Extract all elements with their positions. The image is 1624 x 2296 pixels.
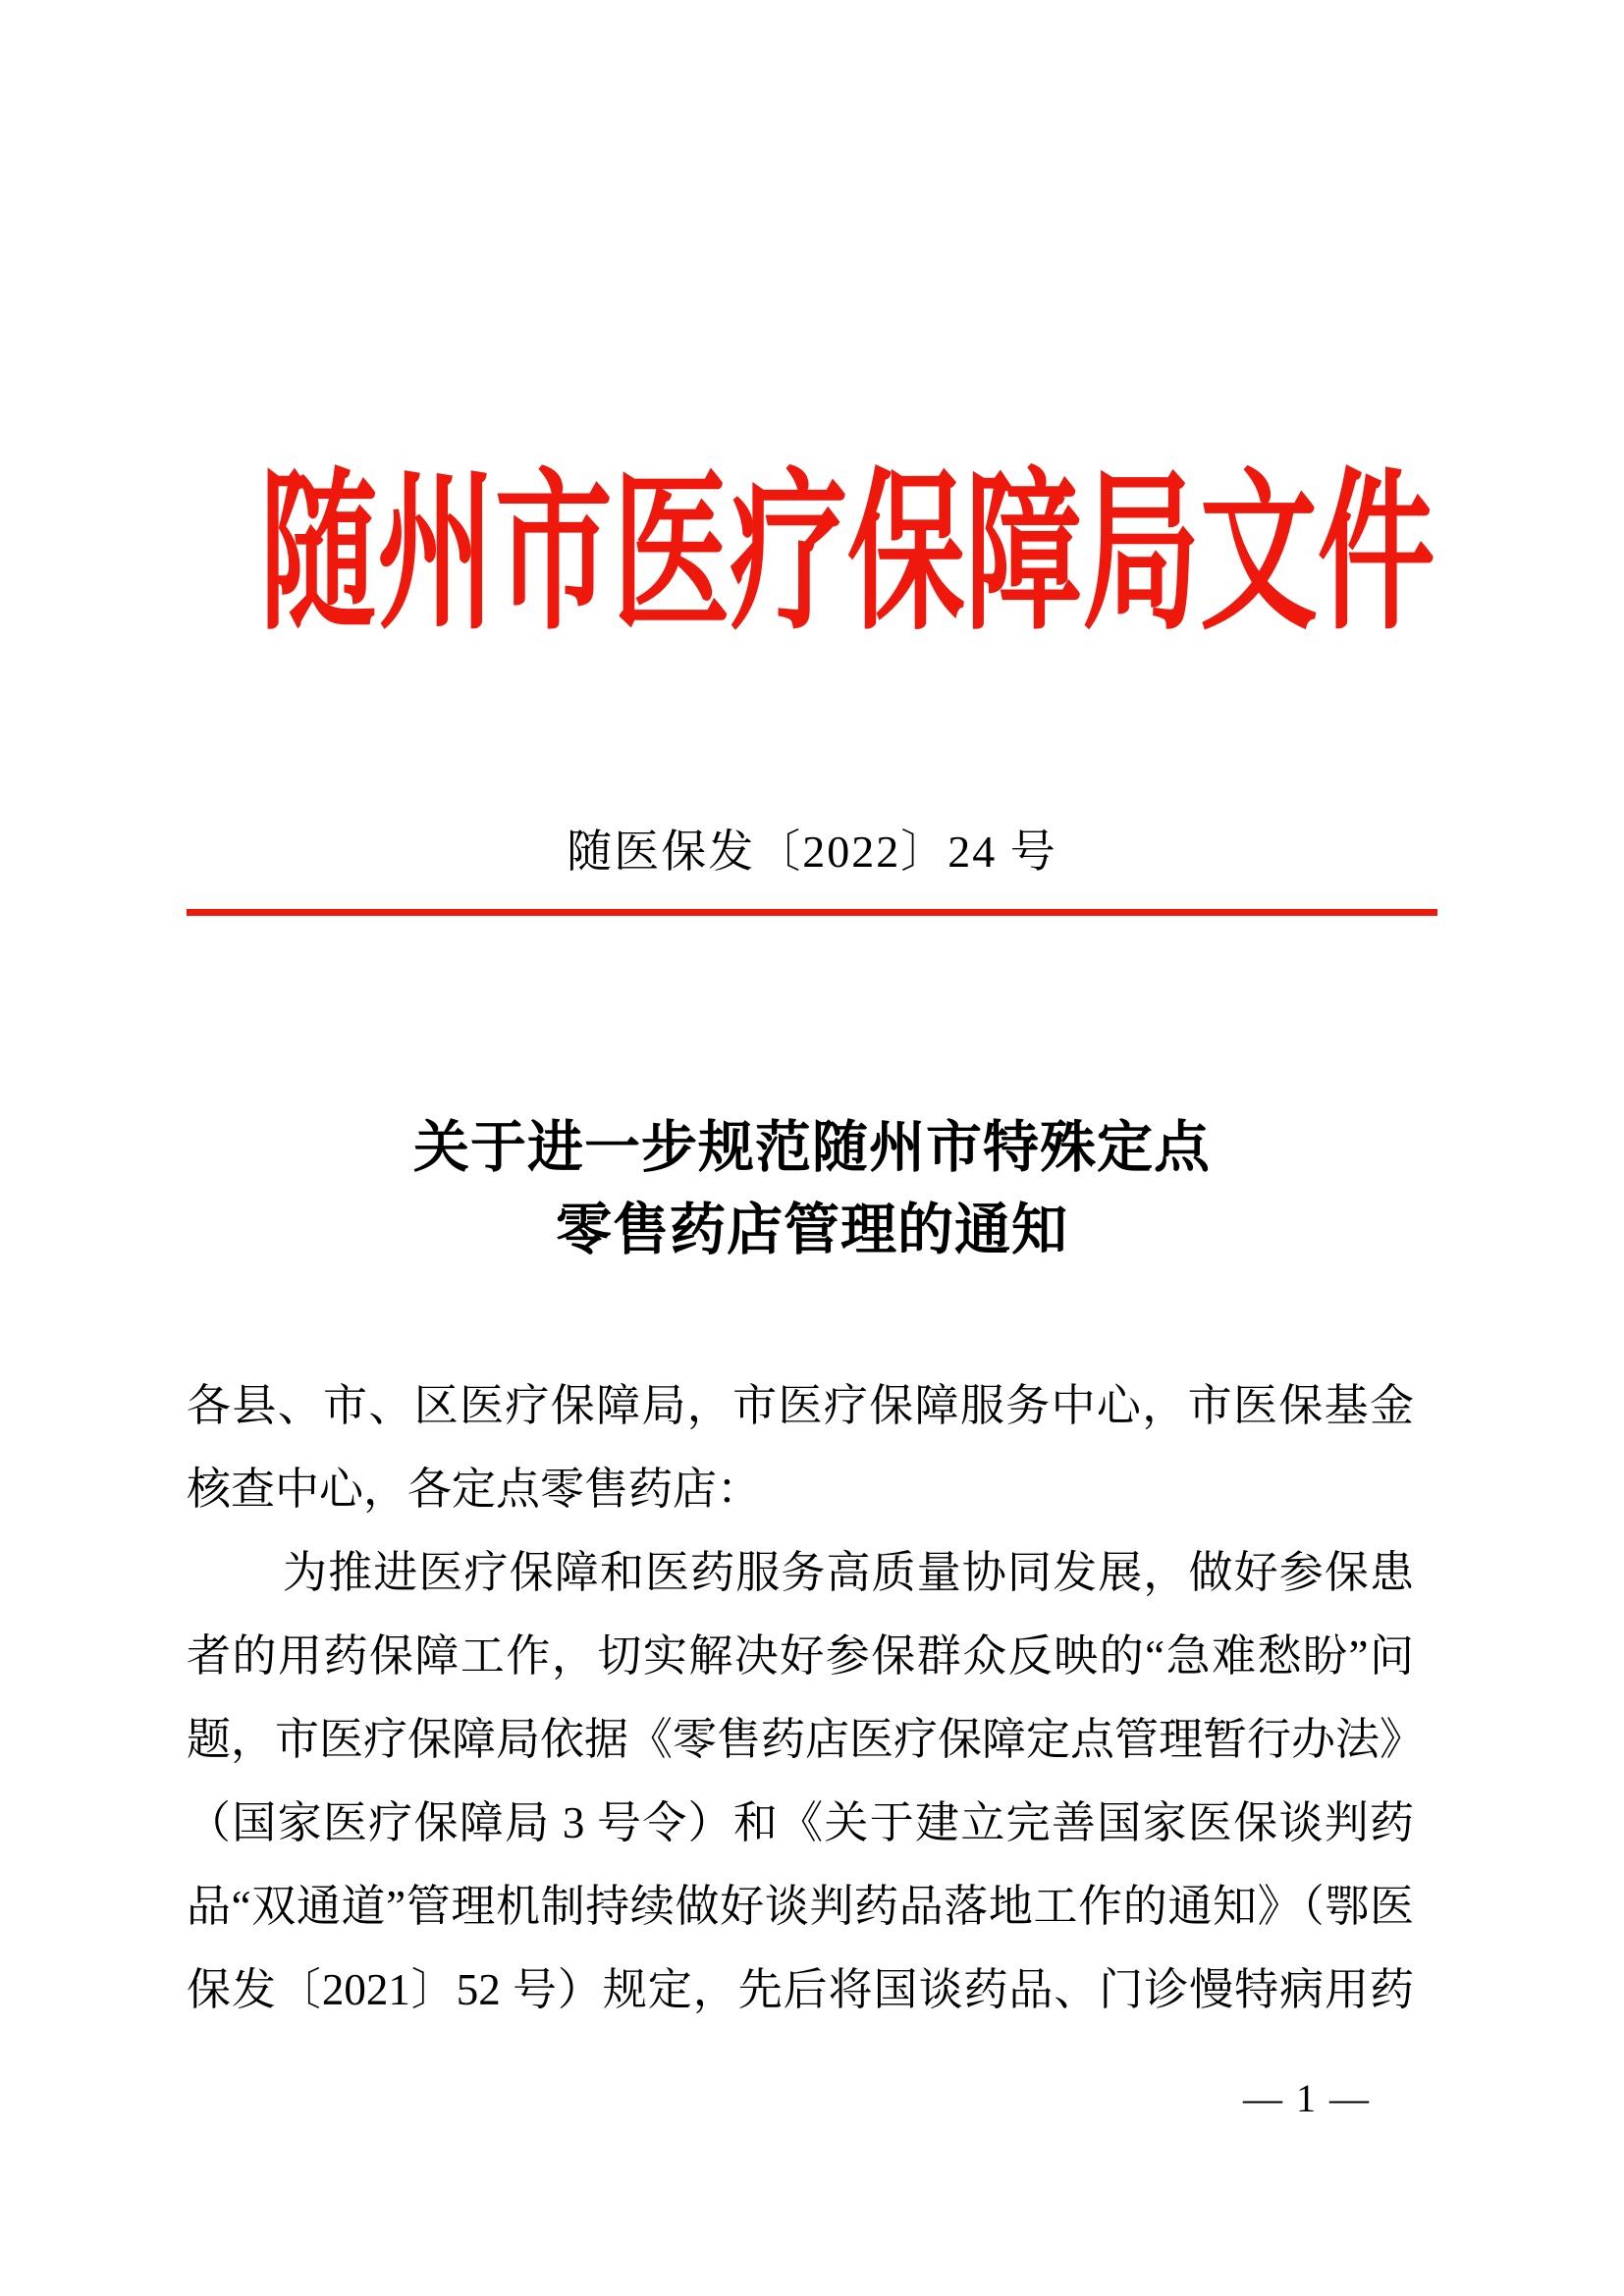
document-title-line1: 关于进一步规范随州市特殊定点 xyxy=(413,1117,1211,1179)
red-divider xyxy=(187,909,1437,916)
body-line-salutation-1: 各县、市、区医疗保障局，市医疗保障服务中心，市医保基金 xyxy=(187,1381,1414,1430)
body-line-paragraph-3: 题，市医疗保障局依据《零售药店医疗保障定点管理暂行办法》 xyxy=(187,1715,1425,1764)
document-number: 随医保发〔2022〕24 号 xyxy=(567,827,1057,877)
document-title-line2: 零售药店管理的通知 xyxy=(556,1200,1068,1261)
body-line-salutation-2: 核查中心，各定点零售药店： xyxy=(187,1465,762,1514)
body-line-paragraph-4: （国家医疗保障局 3 号令）和《关于建立完善国家医保谈判药 xyxy=(187,1798,1414,1847)
document-title xyxy=(0,1107,1624,1272)
letterhead-title: 随州市医疗保障局文件 xyxy=(259,459,1435,651)
page-number: — 1 — xyxy=(1243,2076,1371,2120)
document-body xyxy=(187,1364,1425,2032)
body-line-paragraph-5: 品“双通道”管理机制持续做好谈判药品落地工作的通知》（鄂医 xyxy=(187,1882,1414,1931)
body-line-paragraph-2: 者的用药保障工作，切实解决好参保群众反映的“急难愁盼”问 xyxy=(187,1631,1414,1681)
body-line-paragraph-6: 保发〔2021〕52 号）规定，先后将国谈药品、门诊慢特病用药 xyxy=(187,1965,1414,2014)
body-line-paragraph-1: 为推进医疗保障和医药服务高质量协同发展，做好参保患 xyxy=(283,1548,1414,1597)
